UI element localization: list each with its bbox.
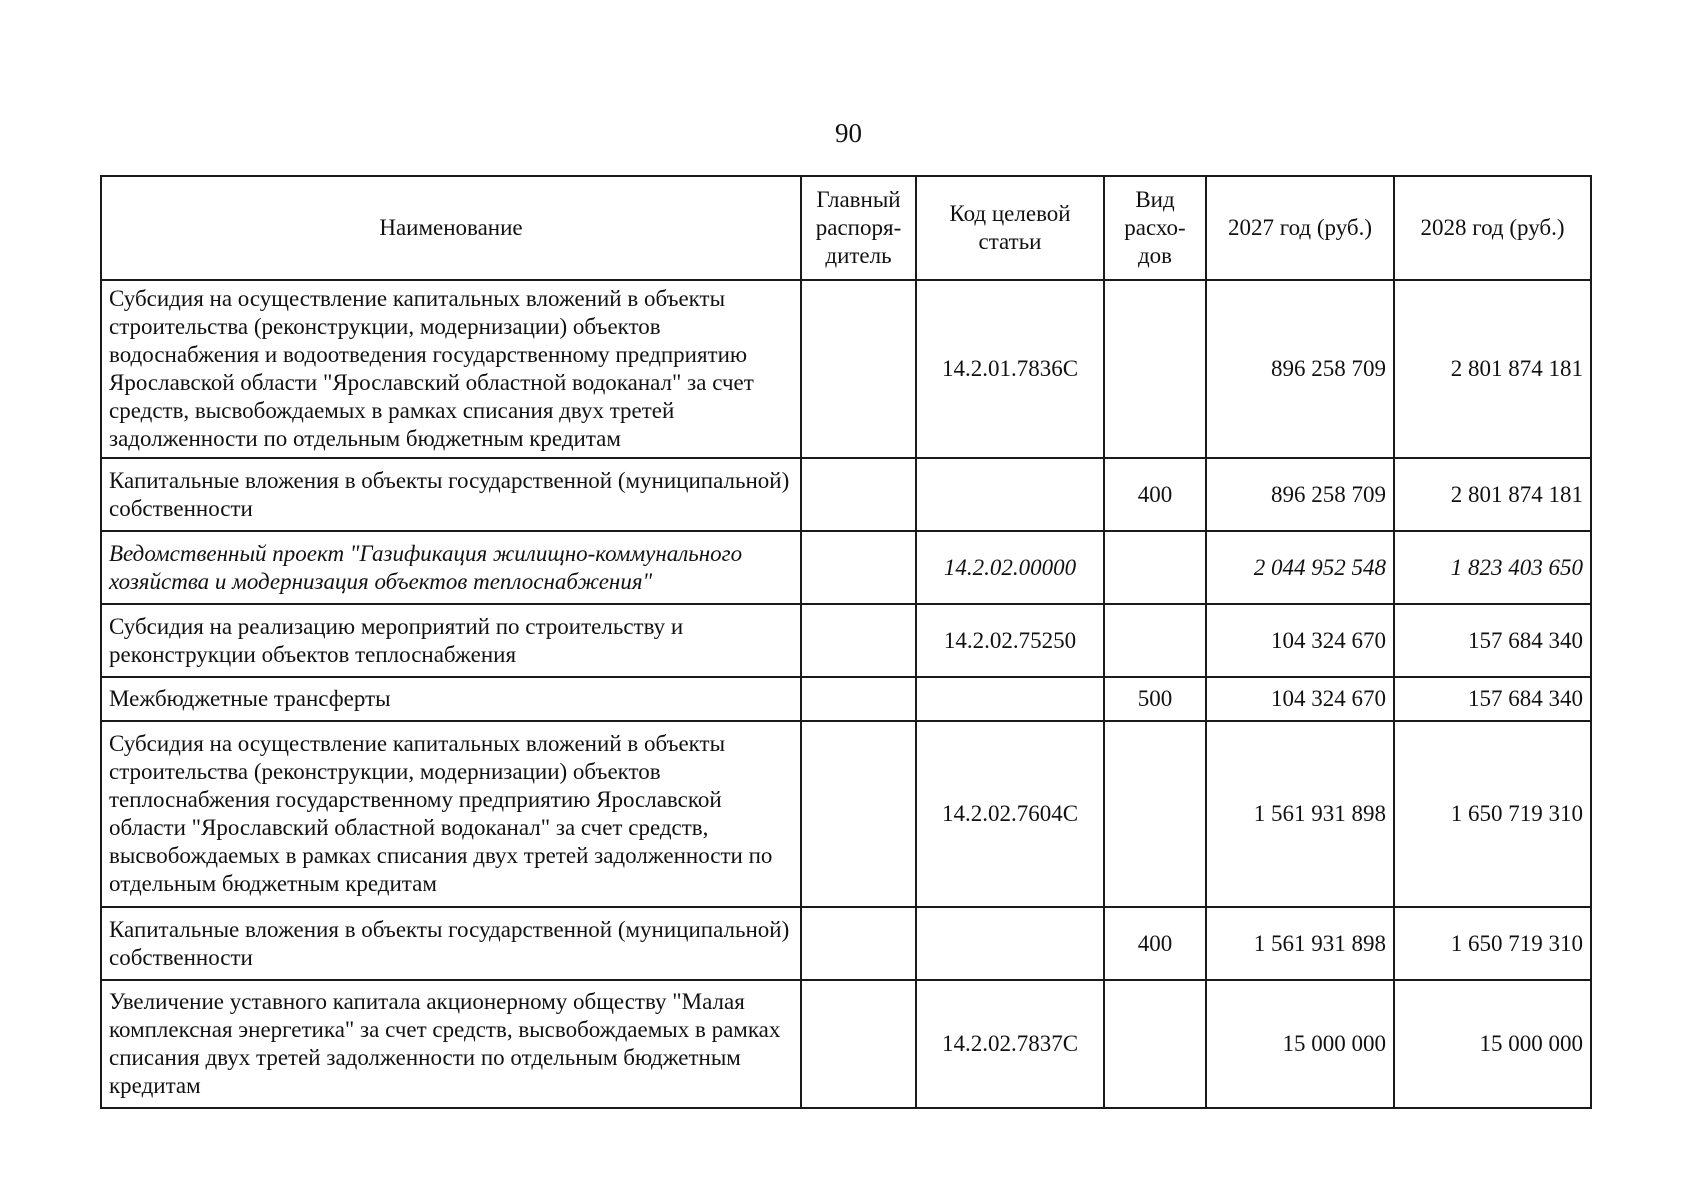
header-year-2028: 2028 год (руб.) [1394,176,1591,280]
header-code: Код целевой статьи [916,176,1104,280]
row-year-2027: 896 258 709 [1206,280,1394,458]
row-year-2027: 2 044 952 548 [1206,531,1394,604]
row-manager [801,280,916,458]
row-year-2028: 1 650 719 310 [1394,907,1591,980]
row-name: Субсидия на осуществление капитальных вложений в объекты строительства (реконструкции, модернизации) объектов водоснабжения и водоотведения государственному предприятию Ярославской области "Ярославский областной водоканал" за счет средств, высвобождаемых в рамках списания двух третей задолженности по отдельным бюджетным кредитам [101,280,801,458]
header-manager: Главный распоря-дитель [801,176,916,280]
page-number: 90 [835,118,862,148]
row-expense-type [1104,531,1206,604]
row-name: Капитальные вложения в объекты государственной (муниципальной) собственности [101,458,801,531]
table-row [101,677,1591,721]
table-row [101,980,1591,1108]
row-year-2027: 15 000 000 [1206,980,1394,1108]
row-year-2027: 1 561 931 898 [1206,907,1394,980]
budget-table [100,175,1592,1109]
row-year-2028: 1 650 719 310 [1394,721,1591,907]
row-manager [801,604,916,677]
row-expense-type [1104,604,1206,677]
row-year-2027: 104 324 670 [1206,677,1394,721]
row-code [916,907,1104,980]
row-manager [801,677,916,721]
table-row [101,531,1591,604]
table-header-row [101,176,1591,280]
row-manager [801,980,916,1108]
row-year-2028: 15 000 000 [1394,980,1591,1108]
row-manager [801,721,916,907]
row-year-2028: 2 801 874 181 [1394,458,1591,531]
row-code: 14.2.02.75250 [916,604,1104,677]
row-name: Ведомственный проект "Газификация жилищно-коммунального хозяйства и модернизация объектов теплоснабжения" [101,531,801,604]
row-year-2027: 1 561 931 898 [1206,721,1394,907]
row-name: Субсидия на реализацию мероприятий по строительству и реконструкции объектов теплоснабжения [101,604,801,677]
row-manager [801,531,916,604]
table-row [101,280,1591,458]
row-year-2028: 157 684 340 [1394,604,1591,677]
row-code: 14.2.02.7837С [916,980,1104,1108]
row-year-2027: 896 258 709 [1206,458,1394,531]
row-year-2028: 2 801 874 181 [1394,280,1591,458]
row-expense-type: 500 [1104,677,1206,721]
table-row [101,907,1591,980]
header-name: Наименование [101,176,801,280]
row-year-2027: 104 324 670 [1206,604,1394,677]
table-row [101,721,1591,907]
row-expense-type: 400 [1104,458,1206,531]
row-name: Капитальные вложения в объекты государственной (муниципальной) собственности [101,907,801,980]
header-expense-type: Вид расхо-дов [1104,176,1206,280]
row-code: 14.2.02.7604С [916,721,1104,907]
row-year-2028: 1 823 403 650 [1394,531,1591,604]
row-code [916,458,1104,531]
row-code: 14.2.02.00000 [916,531,1104,604]
row-code: 14.2.01.7836С [916,280,1104,458]
table-row [101,458,1591,531]
row-expense-type: 400 [1104,907,1206,980]
row-year-2028: 157 684 340 [1394,677,1591,721]
table-row [101,604,1591,677]
row-code [916,677,1104,721]
row-manager [801,458,916,531]
row-name: Субсидия на осуществление капитальных вложений в объекты строительства (реконструкции, модернизации) объектов теплоснабжения государственному предприятию Ярославской области "Ярославский областной водоканал" за счет средств, высвобождаемых в рамках списания двух третей задолженности по отдельным бюджетным кредитам [101,721,801,907]
row-manager [801,907,916,980]
row-expense-type [1104,721,1206,907]
row-expense-type [1104,980,1206,1108]
header-year-2027: 2027 год (руб.) [1206,176,1394,280]
row-name: Увеличение уставного капитала акционерному обществу "Малая комплексная энергетика" за счет средств, высвобождаемых в рамках списания двух третей задолженности по отдельным бюджетным кредитам [101,980,801,1108]
row-name: Межбюджетные трансферты [101,677,801,721]
row-expense-type [1104,280,1206,458]
